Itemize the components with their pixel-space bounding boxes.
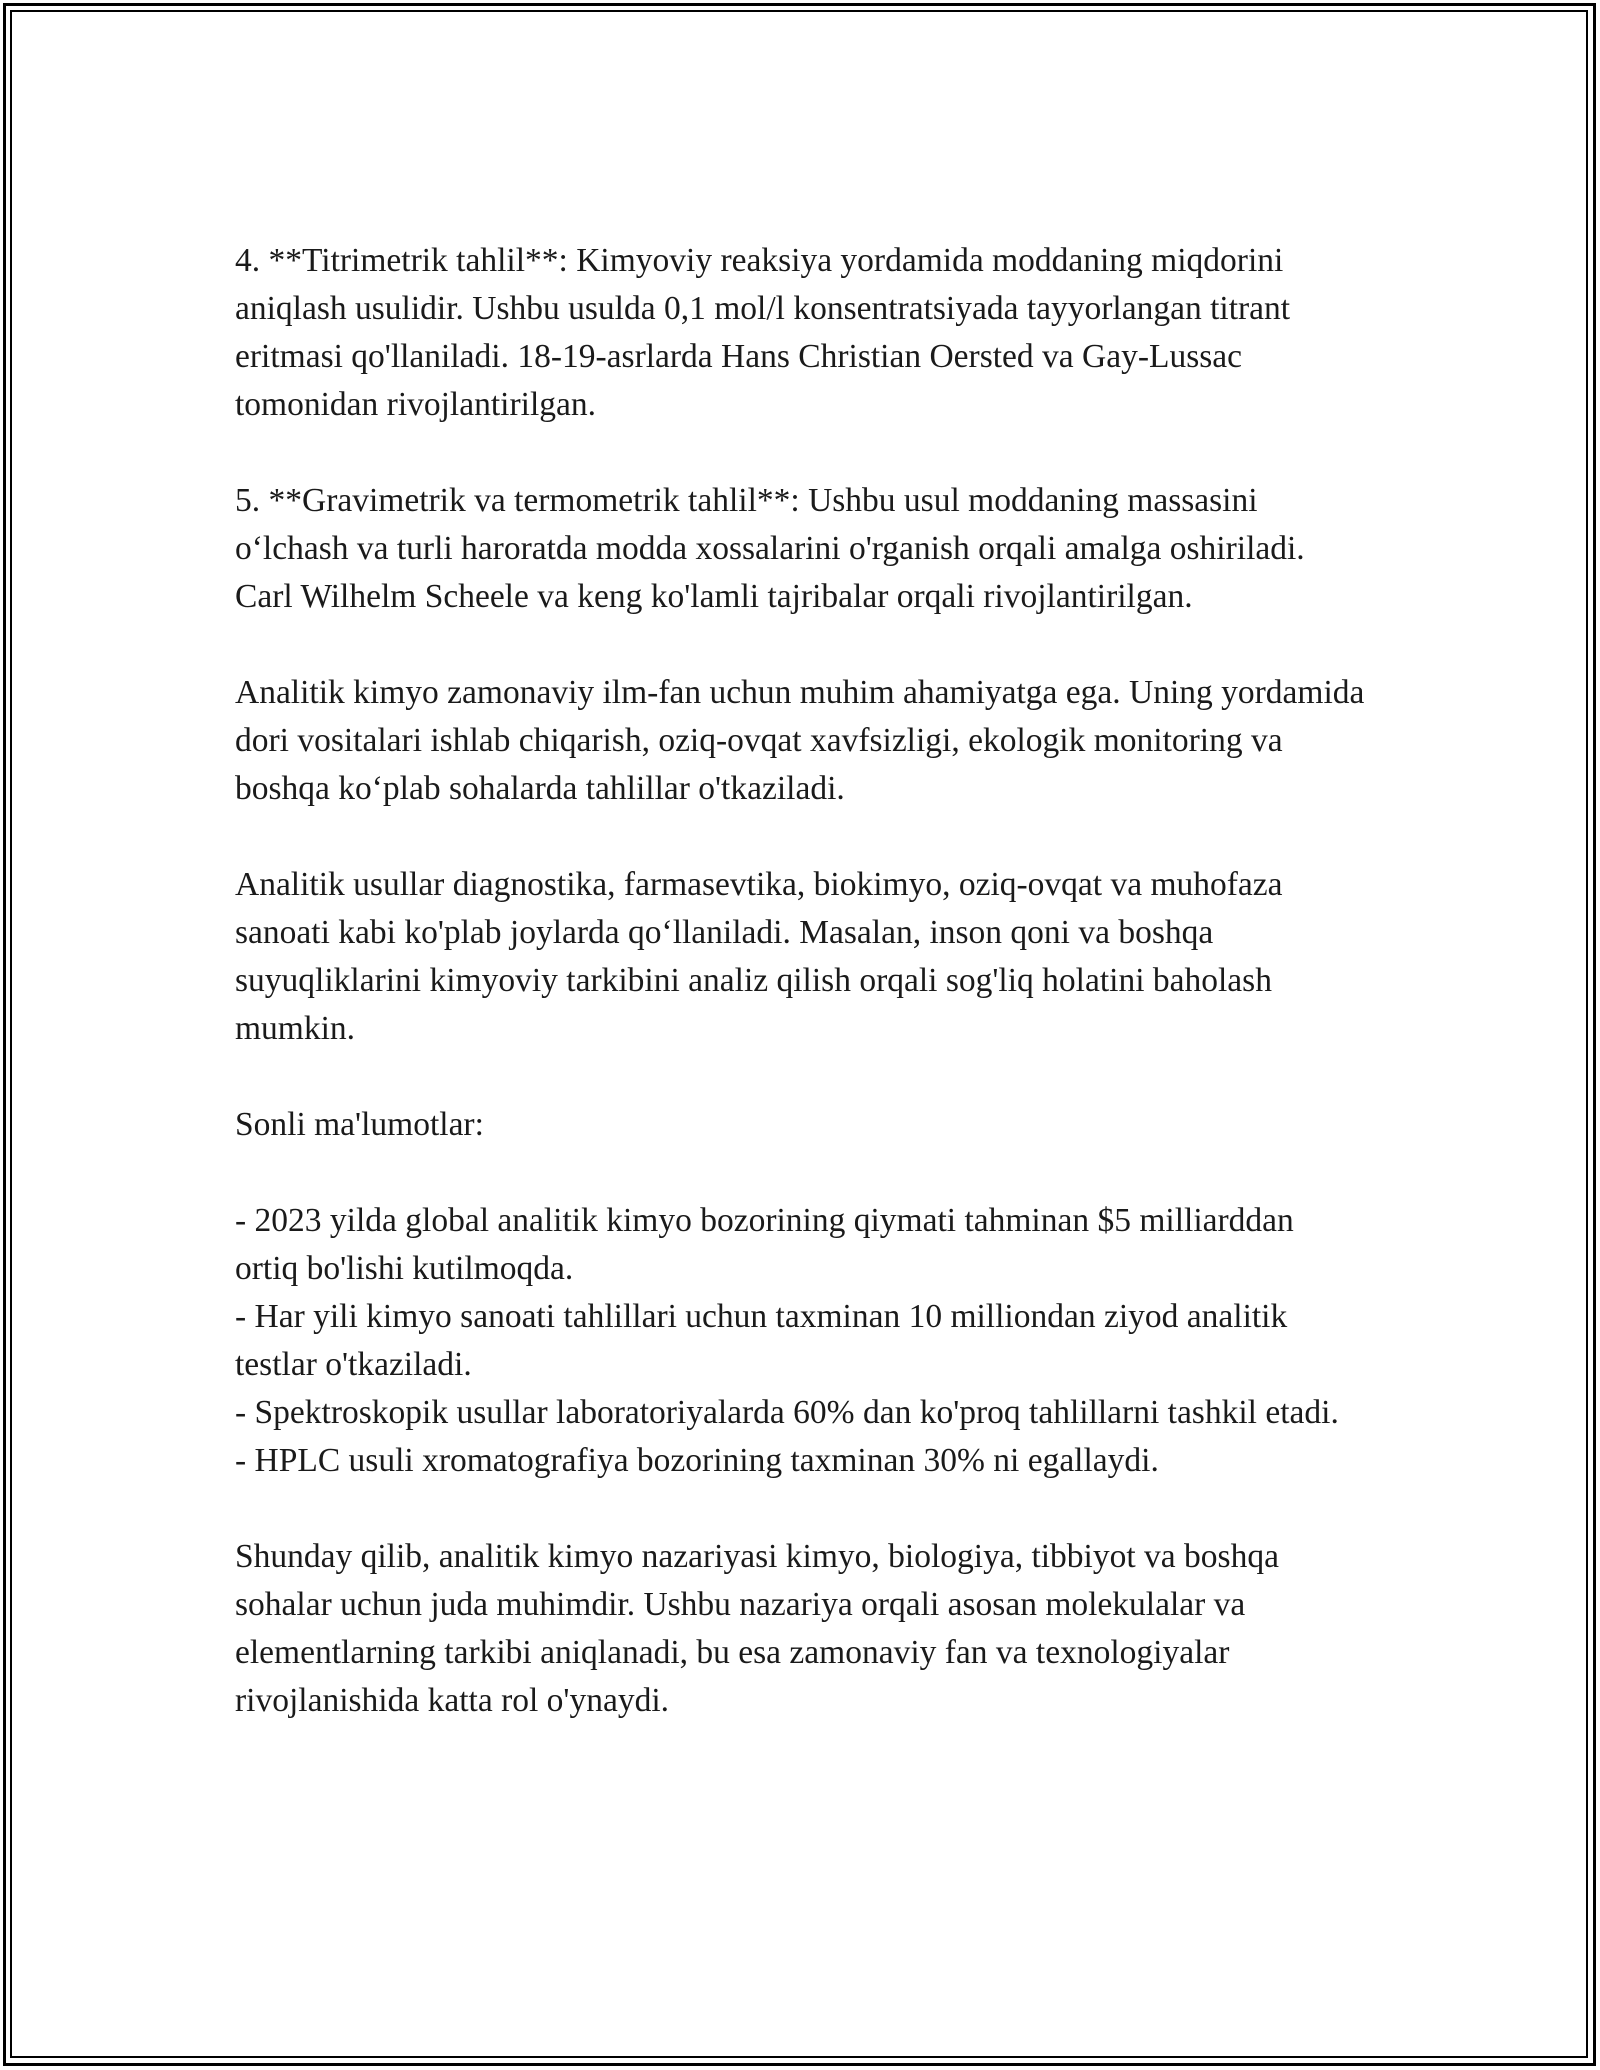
list-item: - Har yili kimyo sanoati tahlillari uchun taxminan 10 milliondan ziyod analitik testlar o'tkaziladi. xyxy=(235,1298,1288,1383)
numeric-data-list xyxy=(235,1197,1365,1485)
list-item: - 2023 yilda global analitik kimyo bozorining qiymati tahminan $5 milliarddan ortiq bo'lishi kutilmoqda. xyxy=(235,1202,1294,1287)
section-heading-numeric-data: Sonli ma'lumotlar: xyxy=(235,1106,484,1143)
paragraph-gravimetric: 5. **Gravimetrik va termometrik tahlil**: Ushbu usul moddaning massasini o‘lchash va turli haroratda modda xossalarini o'rganish orqali amalga oshiriladi. Carl Wilhelm Scheele va keng ko'lamli tajribalar orqali rivojlantirilgan. xyxy=(235,482,1305,615)
list-item: - HPLC usuli xromatografiya bozorining taxminan 30% ni egallaydi. xyxy=(235,1442,1159,1479)
paragraph-importance: Analitik kimyo zamonaviy ilm-fan uchun muhim ahamiyatga ega. Uning yordamida dori vositalari ishlab chiqarish, oziq-ovqat xavfsizligi, ekologik monitoring va boshqa ko‘plab sohalarda tahlillar o'tkaziladi. xyxy=(235,674,1365,807)
paragraph-applications: Analitik usullar diagnostika, farmasevtika, biokimyo, oziq-ovqat va muhofaza sanoati kabi ko'plab joylarda qo‘llaniladi. Masalan, inson qoni va boshqa suyuqliklarini kimyoviy tarkibini analiz qilish orqali sog'liq holatini baholash mumkin. xyxy=(235,866,1283,1047)
paragraph-titrimetric: 4. **Titrimetrik tahlil**: Kimyoviy reaksiya yordamida moddaning miqdorini aniqlash usulidir. Ushbu usulda 0,1 mol/l konsentratsiyada tayyorlangan titrant eritmasi qo'llaniladi. 18-19-asrlarda Hans Christian Oersted va Gay-Lussac tomonidan rivojlantirilgan. xyxy=(235,242,1291,423)
list-item: - Spektroskopik usullar laboratoriyalarda 60% dan ko'proq tahlillarni tashkil etadi. xyxy=(235,1394,1339,1431)
paragraph-conclusion: Shunday qilib, analitik kimyo nazariyasi kimyo, biologiya, tibbiyot va boshqa sohalar uchun juda muhimdir. Ushbu nazariya orqali asosan molekulalar va elementlarning tarkibi aniqlanadi, bu esa zamonaviy fan va texnologiyalar rivojlanishida katta rol o'ynaydi. xyxy=(235,1538,1279,1719)
document-body xyxy=(235,237,1365,1773)
